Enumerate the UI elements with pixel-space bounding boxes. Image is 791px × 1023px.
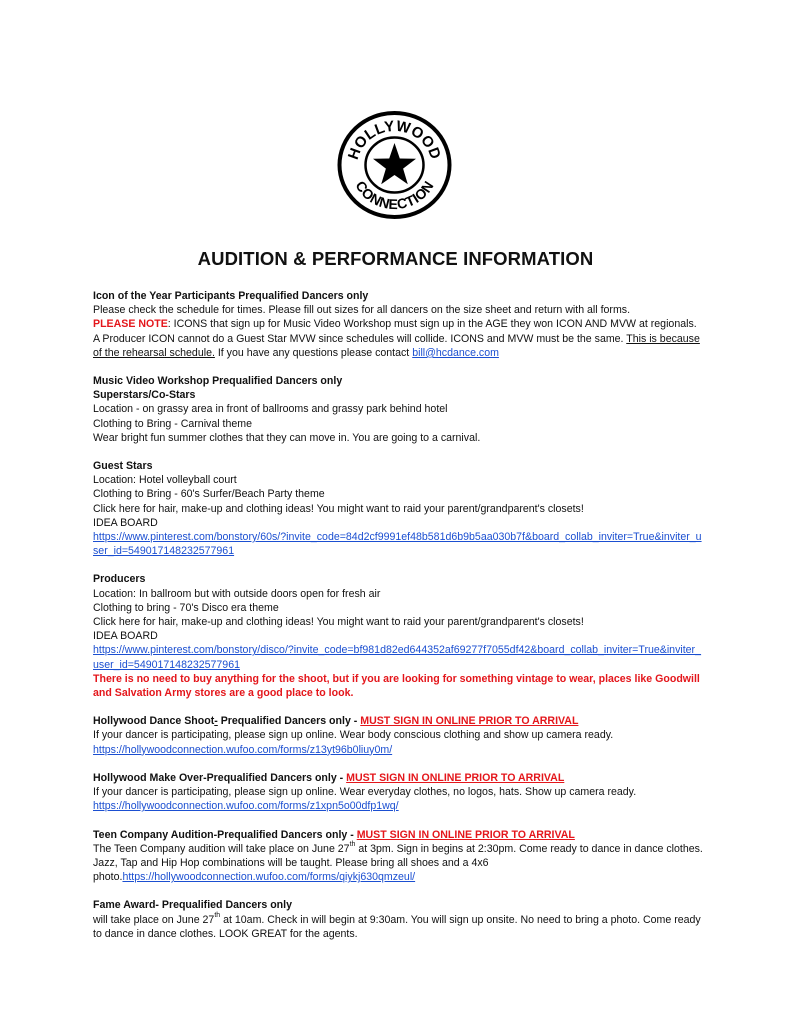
teen-company-must-sign: MUST SIGN IN ONLINE PRIOR TO ARRIVAL bbox=[356, 828, 575, 841]
teen-company-heading-text: Teen Company Audition-Prequalified Dancers only - bbox=[93, 828, 357, 841]
icon-of-year-heading: Icon of the Year Participants Prequalified Dancers only bbox=[93, 290, 369, 302]
guest-stars-idea-board-link[interactable]: https://www.pinterest.com/bonstory/60s/?invite_code=84d2cf9991ef48b581d6b9b5aa030b7f&board_collab_inviter=True&inviter_user_id=549017148232577961 bbox=[93, 531, 702, 558]
mvw-heading: Music Video Workshop Prequalified Dancers only bbox=[93, 375, 343, 388]
vintage-clothing-warning: There is no need to buy anything for the shoot, but if you are looking for something vintage to wear, places like Goodwill and Salvation Army stores are a good place to look. bbox=[93, 672, 700, 700]
guest-stars-clothing: Clothing to Bring - 60's Surfer/Beach Party theme bbox=[93, 488, 325, 501]
fame-award-body-sup: th bbox=[214, 911, 221, 919]
contact-text: If you have any questions please contact bbox=[214, 346, 413, 359]
icon-of-year-please-note bbox=[93, 317, 703, 360]
contact-email-link[interactable]: bill@hcdance.com bbox=[412, 346, 499, 359]
please-note-text: : ICONS that sign up for Music Video Workshop must sign up in the AGE they won ICON AND MVW at regionals. A Producer ICON cannot do a Guest Star MVW since schedules will collide. ICONS and MVW must be the same. bbox=[93, 318, 697, 345]
producers-idea-board-label: IDEA BOARD bbox=[93, 630, 158, 643]
producers-heading: Producers bbox=[93, 573, 146, 586]
dance-shoot-heading-b: Prequalified Dancers only - bbox=[217, 715, 361, 728]
icon-of-year-schedule-note: Please check the schedule for times. Please fill out sizes for all dancers on the size sheet and return with all forms. bbox=[93, 304, 631, 317]
mvw-location: Location - on grassy area in front of ballrooms and grassy park behind hotel bbox=[93, 403, 448, 416]
rehearsal-schedule-note: This is because of the rehearsal schedule. bbox=[93, 332, 700, 359]
hollywood-connection-logo bbox=[337, 110, 452, 220]
teen-company-signup-link[interactable]: https://hollywoodconnection.wufoo.com/forms/qiykj630qmzeul/ bbox=[122, 871, 416, 884]
dance-shoot-signup-link[interactable]: https://hollywoodconnection.wufoo.com/forms/z13yt96b0liuy0m/ bbox=[93, 743, 393, 756]
document-body bbox=[93, 289, 703, 955]
dance-shoot-section bbox=[93, 714, 703, 757]
dance-shoot-must-sign: MUST SIGN IN ONLINE PRIOR TO ARRIVAL bbox=[360, 715, 579, 728]
make-over-section bbox=[93, 771, 703, 814]
teen-company-body-sup: th bbox=[349, 841, 356, 849]
fame-award-body-b: at 10am. Check in will begin at 9:30am. You will sign up onsite. No need to bring a photo. Come ready to dance in dance clothes. LOOK GREAT for the agents. bbox=[93, 913, 701, 940]
mvw-subheading: Superstars/Co-Stars bbox=[93, 389, 196, 402]
producers-section bbox=[93, 572, 703, 700]
make-over-signup-link[interactable]: https://hollywoodconnection.wufoo.com/forms/z1xpn5o00dfp1wq/ bbox=[93, 800, 399, 813]
teen-company-section bbox=[93, 828, 703, 885]
make-over-heading bbox=[93, 771, 703, 785]
guest-stars-section bbox=[93, 459, 703, 558]
icon-of-year-section bbox=[93, 289, 703, 360]
logo-text-bottom: CONNECTION bbox=[352, 177, 437, 213]
dance-shoot-body: If your dancer is participating, please sign up online. Wear body conscious clothing and show up camera ready. bbox=[93, 729, 614, 742]
page-title: AUDITION & PERFORMANCE INFORMATION bbox=[197, 248, 594, 269]
logo-text-top: HOLLYWOOD bbox=[344, 117, 445, 162]
mvw-clothing: Clothing to Bring - Carnival theme bbox=[93, 417, 252, 430]
mvw-section bbox=[93, 374, 703, 445]
fame-award-body-a: will take place on June 27 bbox=[93, 913, 215, 926]
please-note-label: PLEASE NOTE bbox=[93, 318, 168, 331]
mvw-wear: Wear bright fun summer clothes that they can move in. You are going to a carnival. bbox=[93, 431, 481, 444]
guest-stars-idea-board-label: IDEA BOARD bbox=[93, 516, 158, 529]
guest-stars-heading: Guest Stars bbox=[93, 460, 153, 473]
fame-award-heading: Fame Award- Prequalified Dancers only bbox=[93, 899, 292, 912]
teen-company-body-b: at 3pm. Sign in begins at 2:30pm. Come ready to dance in dance clothes. Jazz, Tap and Hip Hop combinations will be taught. Please bring all shoes and a 4x6 photo. bbox=[93, 842, 703, 884]
make-over-must-sign: MUST SIGN IN ONLINE PRIOR TO ARRIVAL bbox=[346, 771, 565, 784]
dance-shoot-heading-a: Hollywood Dance Shoot bbox=[93, 715, 215, 728]
producers-location: Location: In ballroom but with outside doors open for fresh air bbox=[93, 587, 381, 600]
logo-star-icon bbox=[337, 110, 452, 220]
teen-company-body bbox=[93, 842, 703, 885]
guest-stars-ideas: Click here for hair, make-up and clothing ideas! You might want to raid your parent/grandparent's closets! bbox=[93, 502, 584, 515]
teen-company-heading bbox=[93, 828, 703, 842]
producers-ideas: Click here for hair, make-up and clothing ideas! You might want to raid your parent/grandparent's closets! bbox=[93, 616, 584, 629]
dance-shoot-heading bbox=[93, 714, 703, 728]
guest-stars-location: Location: Hotel volleyball court bbox=[93, 474, 237, 487]
fame-award-section bbox=[93, 898, 703, 941]
fame-award-body bbox=[93, 913, 703, 941]
producers-clothing: Clothing to bring - 70's Disco era theme bbox=[93, 601, 279, 614]
make-over-heading-text: Hollywood Make Over-Prequalified Dancers only - bbox=[93, 771, 347, 784]
dance-shoot-heading-dash: - bbox=[214, 715, 218, 728]
producers-idea-board-link[interactable]: https://www.pinterest.com/bonstory/disco/?invite_code=bf981d82ed644352af69277f7055df42&board_collab_inviter=True&inviter_user_id=549017148232577961 bbox=[93, 644, 701, 671]
teen-company-body-a: The Teen Company audition will take place on June 27 bbox=[93, 842, 350, 855]
make-over-body: If your dancer is participating, please sign up online. Wear everyday clothes, no logos, hats. Show up camera ready. bbox=[93, 786, 637, 799]
